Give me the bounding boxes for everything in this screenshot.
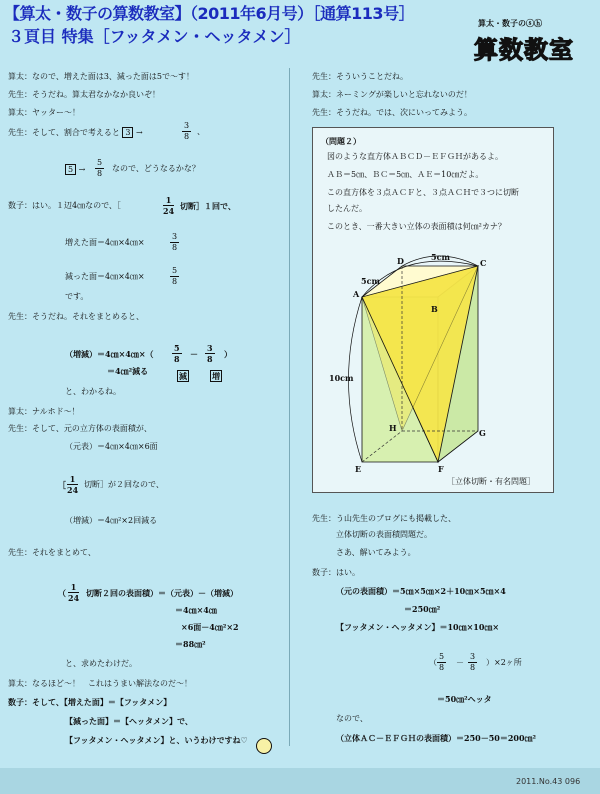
r-line-14: （立体ＡＣ－ＥＦＧＨの表面積）＝250－50＝200㎝² bbox=[336, 733, 537, 743]
line-26: 数子：そして、【増えた面】＝【フッタメン】 bbox=[8, 697, 172, 707]
vertex-H: H bbox=[389, 423, 397, 433]
vertex-D: D bbox=[397, 256, 404, 266]
line-13: と、わかるね。 bbox=[65, 387, 121, 396]
line-8: 減った面＝4㎝×4㎝× bbox=[65, 272, 145, 281]
dim-5cm-side: 5cm bbox=[361, 276, 380, 286]
line-22: ×6面－4㎝²×2 bbox=[181, 622, 239, 632]
r-line-11: ）×2ヶ所 bbox=[486, 658, 522, 667]
r-line-1: 先生：そういうことだね。 bbox=[312, 72, 408, 81]
mascot-icon bbox=[256, 738, 272, 754]
line-18: （増減）＝4㎝²×2回減る bbox=[65, 516, 158, 525]
line-16: （元表）＝4㎝×4㎝×6面 bbox=[65, 442, 158, 451]
line-9: です。 bbox=[65, 292, 89, 301]
fraction-3-8: $\frac{3}{8}$ bbox=[184, 121, 190, 141]
line-4: 先生：そして、割合で考えると 3 → bbox=[8, 128, 143, 137]
fraction-5-8: $\frac{5}{8}$ bbox=[97, 158, 103, 178]
problem-label: （問題２） bbox=[321, 136, 361, 146]
r-line-2: 算太：ネーミングが楽しいと忘れないのだ！ bbox=[312, 90, 472, 99]
vertex-C: C bbox=[480, 258, 487, 268]
r-line-3: 先生：そうだね。では、次にいってみよう。 bbox=[312, 108, 472, 117]
vertex-F: F bbox=[438, 464, 444, 474]
r-line-7: 数子：はい。 bbox=[312, 568, 360, 577]
header-title: 【算太・数子の算数教室】（2011年6月号）［通算113号］ bbox=[4, 4, 415, 23]
dim-10cm: 10cm bbox=[329, 373, 354, 383]
r-line-8: （元の表面積）＝5㎝×5㎝×2＋10㎝×5㎝×4 bbox=[336, 586, 506, 596]
problem-box: （問題２） 図のような直方体ＡＢＣＤ－ＥＦＧＨがあるよ。 ＡＢ＝5㎝、ＢＣ＝5㎝、ＡＥ＝10㎝だよ。 この直方体を３点ＡＣＦと、３点ＡＣＨで３つに切断 したんだ。 このとき、一番大きい立体の表面積は何㎝²カナ？ A B C D E F G H 5cm 5cm 10cm ［立体切断・有名問題］ bbox=[312, 127, 554, 493]
figure-caption: ［立体切断・有名問題］ bbox=[447, 477, 535, 486]
r-line-5: 立体切断の表面積問題だ。 bbox=[336, 530, 432, 539]
r-line-6: さあ、解いてみよう。 bbox=[336, 548, 416, 557]
logo-sub: 算太・数子のⓢⓗ bbox=[478, 19, 542, 28]
line-3: 算太：ヤッター～！ bbox=[8, 108, 80, 117]
logo bbox=[474, 18, 592, 64]
footer-bar bbox=[0, 768, 600, 794]
line-7: 増えた面＝4㎝×4㎝× bbox=[65, 238, 145, 247]
header-subtitle: ３頁目 特集［フッタメン・ヘッタメン］ bbox=[8, 27, 301, 46]
r-line-13: なので、 bbox=[336, 714, 368, 723]
line-15: 先生：そして、元の立方体の表面積が、 bbox=[8, 424, 152, 433]
line-24: と、求めたわけだ。 bbox=[65, 659, 137, 668]
line-1: 算太：なので、増えた面は3、減った面は5で～す！ bbox=[8, 72, 195, 81]
line-12: ＝4㎝²減る bbox=[107, 366, 149, 376]
r-line-12: ＝50㎝²ヘッタ bbox=[437, 694, 492, 704]
line-11: （増減）＝4㎝×4㎝×（ bbox=[65, 349, 154, 359]
vertex-E: E bbox=[355, 464, 362, 474]
line-2: 先生：そうだね。算太君なかなか良いぞ！ bbox=[8, 90, 160, 99]
line-19: 先生：それをまとめて、 bbox=[8, 548, 96, 557]
vertex-B: B bbox=[431, 304, 438, 314]
vertex-G: G bbox=[479, 428, 486, 438]
vertex-A: A bbox=[353, 289, 360, 299]
fraction-1-24: $\frac{1}{24}$ bbox=[163, 195, 175, 216]
line-5: 5 → bbox=[65, 164, 85, 175]
page-number: 2011.No.43 096 bbox=[516, 777, 581, 786]
line-28: 【フッタメン・ヘッタメン】と、いうわけですね♡ bbox=[65, 735, 248, 745]
line-20: 切断２回の表面積）＝（元表）－（増減） bbox=[86, 588, 238, 598]
line-17: 切断］が２回なので、 bbox=[84, 480, 164, 489]
line-6: 数子：はい。１辺4㎝なので、［ bbox=[8, 201, 121, 210]
r-line-10: 【フッタメン・ヘッタメン】＝10㎝×10㎝× bbox=[336, 622, 500, 632]
r-line-9: ＝250㎝² bbox=[404, 604, 441, 614]
logo-title: 算数教室 bbox=[474, 36, 574, 64]
line-27: 【減った面】＝【ヘッタメン】で、 bbox=[65, 716, 193, 726]
line-14: 算太：ナルホド～！ bbox=[8, 407, 80, 416]
page: 【算太・数子の算数教室】（2011年6月号）［通算113号］ ３頁目 特集［フッタメン・ヘッタメン］ 算太・数子のⓢⓗ 算数教室 算太：なので、増えた面は3、減った面は5で～す！ 先生：そうだね。算太君なかなか良いぞ！ 算太：ヤッター～！ 先生：そして、割合で考えると 3 → $\frac{3}{8}$ 、 5 → $\frac{5}{8}$ なので、どうなるかな？ 数子：はい。１辺4㎝なので、［ $\frac{1}{24}$ 切断］１回で、 増えた面＝4㎝×4㎝× $\frac{3}{8}$ 減った面＝4㎝×4㎝× $\frac{5}{8}$ です。 先生：そうだね。それをまとめると、 （増減）＝4㎝×4㎝×（ $\frac{5}{8}$ － $\frac{3}{8}$ ） ＝4㎝²減る 減 増 と、わかるね。 算太：ナルホド～！ 先生：そして、元の立方体の表面積が、 （元表）＝4㎝×4㎝×6面 ［ $\frac{1}{24}$ 切断］が２回なので、 （増減）＝4㎝²×2回減る 先生：それをまとめて、 （ $\frac{1}{24}$ 切断２回の表面積）＝（元表）－（増減） ＝4㎝×4㎝ ×6面－4㎝²×2 ＝88㎝² と、求めたわけだ。 算太：なるほど～！ これはうまい解法なのだ～！ 数子：そして、【増えた面】＝【フッタメン】 【減った面】＝【ヘッタメン】で、 【フッタメン・ヘッタメン】と、いうわけですね♡ 先生：そういうことだね。 算太：ネーミングが楽しいと忘れないのだ！ 先生：そうだね。では、次にいってみよう。 （問題２） 図のような直方体ＡＢＣＤ－ＥＦＧＨがあるよ。 ＡＢ＝5㎝、ＢＣ＝5㎝、ＡＥ＝10㎝だよ。 この直方体を３点ＡＣＦと、３点ＡＣＨで３つに切断 したんだ。 このとき、一番大きい立体の表面積は何㎝²カナ？ A B C D E F G H 5cm 5cm 10cm ［立体切断・有名問題］ 先生：う山先生のブログにも掲載した、 立体切断の表面積問題だ。 さあ、解いてみよう。 数子：はい。 （元の表面積）＝5㎝×5㎝×2＋10㎝×5㎝×4 ＝250㎝² 【フッタメン・ヘッタメン】＝10㎝×10㎝× （ $\frac{5}{8}$ － $\frac{3}{8}$ ）×2ヶ所 ＝50㎝²ヘッタ なので、 （立体ＡＣ－ＥＦＧＨの表面積）＝250－50＝200㎝² 2011.No.43 096 bbox=[0, 0, 600, 794]
line-10: 先生：そうだね。それをまとめると、 bbox=[8, 312, 144, 321]
line-21: ＝4㎝×4㎝ bbox=[175, 605, 217, 615]
r-line-4: 先生：う山先生のブログにも掲載した、 bbox=[312, 514, 456, 523]
column-divider bbox=[289, 68, 290, 746]
line-23: ＝88㎝² bbox=[175, 639, 206, 649]
line-25: 算太：なるほど～！ これはうまい解法なのだ～！ bbox=[8, 679, 192, 688]
dim-5cm-top: 5cm bbox=[431, 252, 450, 262]
